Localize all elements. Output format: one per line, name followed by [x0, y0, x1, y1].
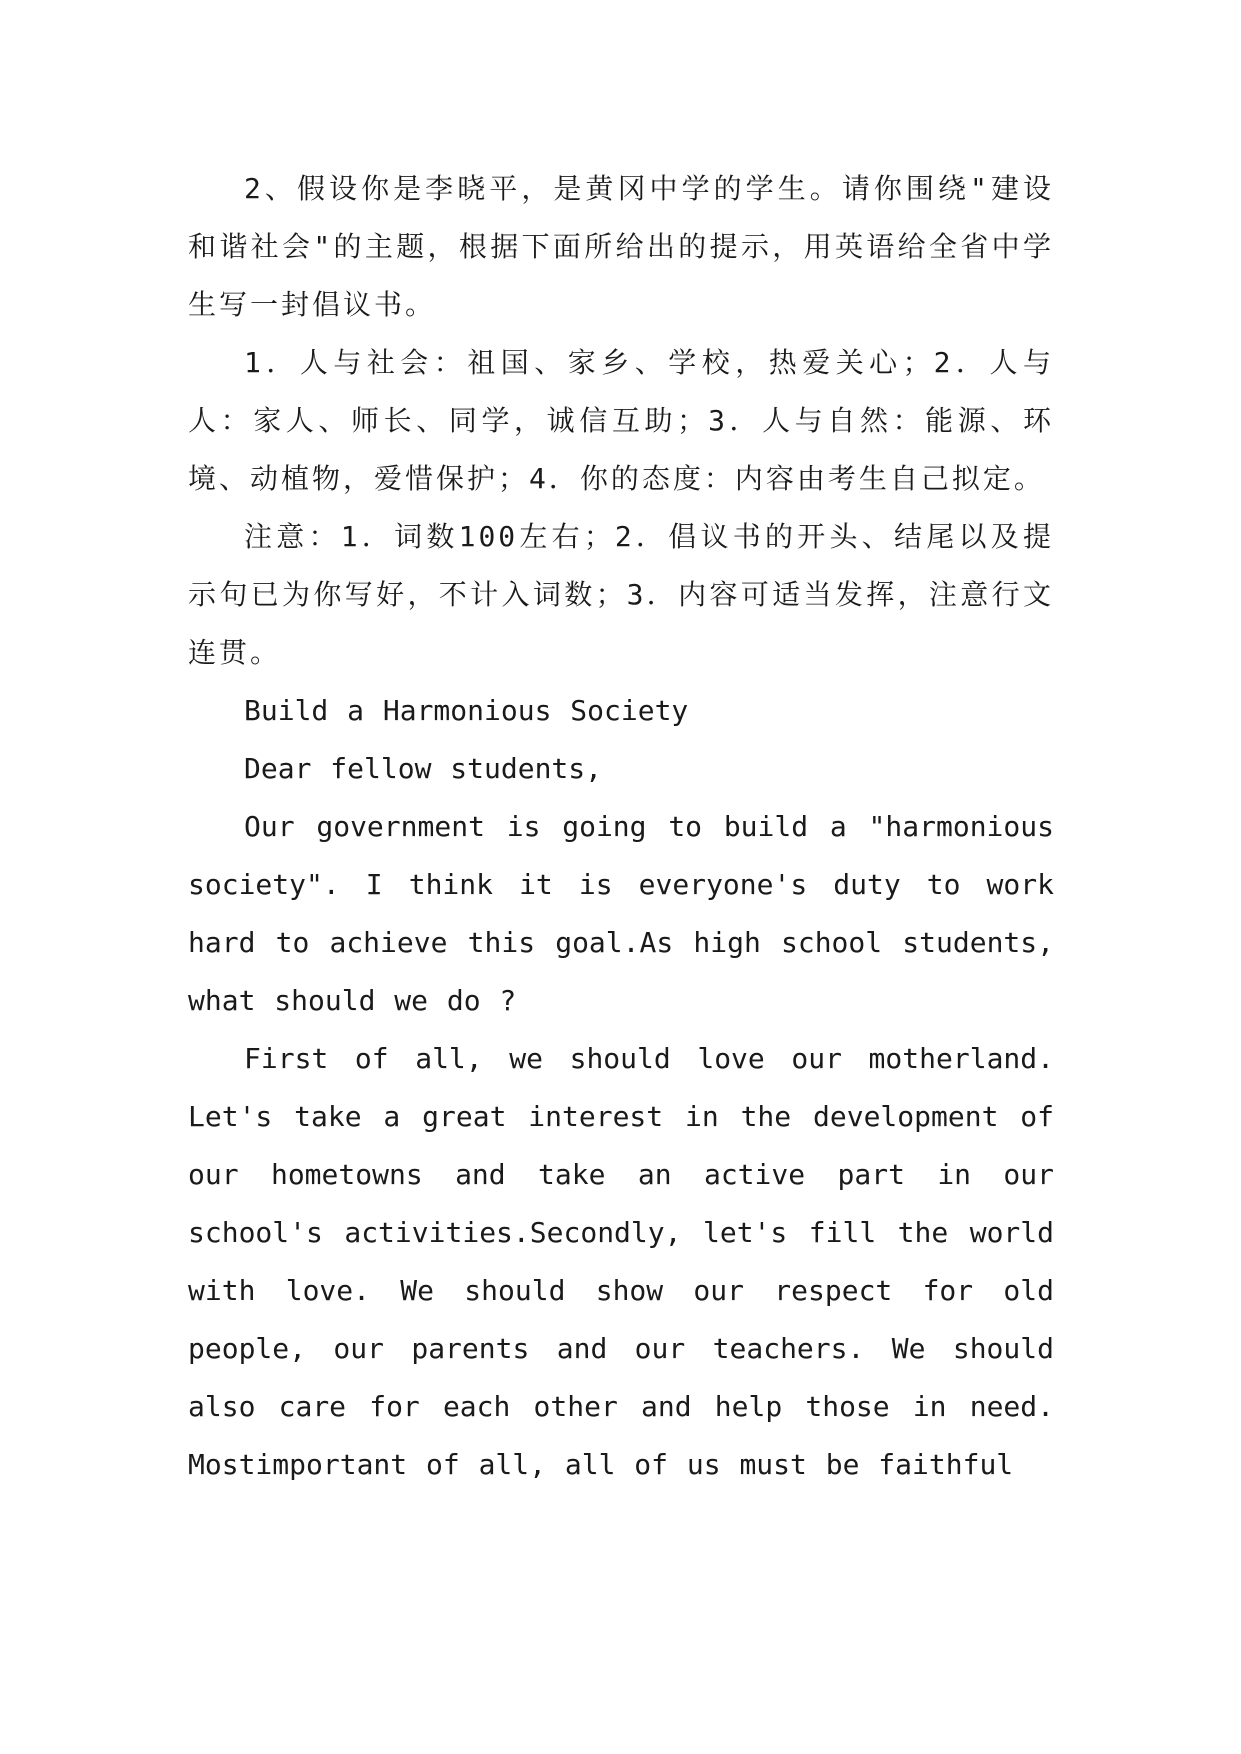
document-body [188, 160, 1054, 1494]
notes-paragraph: 注意：1．词数100左右；2．倡议书的开头、结尾以及提示句已为你写好，不计入词数；3．内容可适当发挥，注意行文连贯。 [188, 520, 1054, 669]
hints-paragraph: 1．人与社会：祖国、家乡、学校，热爱关心；2．人与人：家人、师长、同学，诚信互助；3．人与自然：能源、环境、动植物，爱惜保护；4．你的态度：内容由考生自己拟定。 [188, 346, 1054, 495]
task-prompt-paragraph: 2、假设你是李晓平，是黄冈中学的学生。请你围绕"建设和谐社会"的主题，根据下面所给出的提示，用英语给全省中学生写一封倡议书。 [188, 172, 1054, 321]
essay-paragraph-intro: Our government is going to build a "harmonious society". I think it is everyone's duty to work hard to achieve this goal.As high school students, what should we do ? [188, 810, 1054, 1017]
essay-paragraph-body: First of all, we should love our motherland. Let's take a great interest in the development of our hometowns and take an active part in our school's activities.Secondly, let's fill the world with love. We should show our respect for old people, our parents and our teachers. We should also care for each other and help those in need. Mostimportant of all, all of us must be faithful [188, 1042, 1054, 1481]
essay-title: Build a Harmonious Society [244, 694, 689, 727]
essay-salutation: Dear fellow students, [244, 752, 603, 785]
